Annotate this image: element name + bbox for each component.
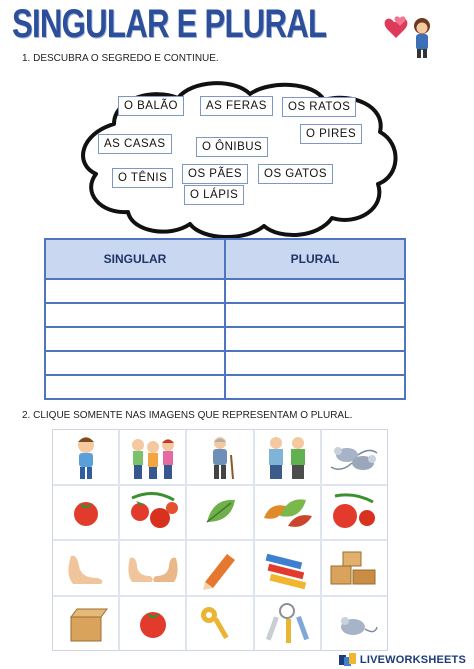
question-1-instruction: 1. DESCUBRA O SEGREDO E CONTINUE. [22, 53, 219, 64]
image-option-pencil[interactable] [187, 541, 252, 595]
column-header-plural: PLURAL [225, 239, 405, 279]
question-2-instruction: 2. CLIQUE SOMENTE NAS IMAGENS QUE REPRESENTAM O PLURAL. [22, 410, 353, 421]
word-card[interactable]: OS PÃES [182, 164, 248, 184]
word-card[interactable]: O BALÃO [118, 96, 184, 116]
image-option-leaf[interactable] [187, 486, 252, 540]
word-card[interactable]: OS RATOS [282, 97, 356, 117]
image-option-family[interactable] [120, 430, 185, 484]
two-men-icon [258, 433, 316, 481]
image-option-foot[interactable] [53, 541, 118, 595]
image-option-old-man[interactable] [187, 430, 252, 484]
plural-answer-cell[interactable] [225, 327, 405, 351]
leaf-icon [191, 488, 249, 536]
boxes-icon [325, 544, 383, 592]
foot-icon [57, 544, 115, 592]
plural-answer-cell[interactable] [225, 375, 405, 399]
image-option-mouse[interactable] [322, 597, 387, 651]
singular-plural-table [44, 238, 406, 400]
word-card[interactable]: AS FERAS [200, 96, 273, 116]
boy-icon [57, 433, 115, 481]
pencil-icon [191, 544, 249, 592]
image-option-leaves[interactable] [255, 486, 320, 540]
column-header-singular: SINGULAR [45, 239, 225, 279]
feet-icon [124, 544, 182, 592]
page-title: SINGULAR E PLURAL [12, 2, 327, 46]
image-selection-grid [52, 429, 388, 651]
word-card[interactable]: O PIRES [300, 124, 362, 144]
family-icon [124, 433, 182, 481]
leaves-icon [258, 488, 316, 536]
image-option-tomato-branch[interactable] [322, 486, 387, 540]
word-card[interactable]: O LÁPIS [184, 185, 244, 205]
plural-answer-cell[interactable] [225, 351, 405, 375]
image-option-mice[interactable] [322, 430, 387, 484]
pencils-icon [258, 544, 316, 592]
image-option-pencils[interactable] [255, 541, 320, 595]
plural-answer-cell[interactable] [225, 303, 405, 327]
image-option-tomatoes[interactable] [120, 486, 185, 540]
tomato-icon [57, 488, 115, 536]
singular-answer-cell[interactable] [45, 327, 225, 351]
keys-icon [258, 599, 316, 647]
word-card[interactable]: AS CASAS [98, 134, 172, 154]
singular-answer-cell[interactable] [45, 375, 225, 399]
old-man-icon [191, 433, 249, 481]
singular-answer-cell[interactable] [45, 351, 225, 375]
singular-answer-cell[interactable] [45, 279, 225, 303]
word-card[interactable]: OS GATOS [258, 164, 333, 184]
mouse-icon [325, 599, 383, 647]
image-option-tomato[interactable] [53, 486, 118, 540]
plural-answer-cell[interactable] [225, 279, 405, 303]
image-option-key[interactable] [187, 597, 252, 651]
word-cloud [74, 80, 402, 240]
image-option-feet[interactable] [120, 541, 185, 595]
image-option-two-men[interactable] [255, 430, 320, 484]
image-option-box[interactable] [53, 597, 118, 651]
mice-icon [325, 433, 383, 481]
image-option-keys[interactable] [255, 597, 320, 651]
tomato-branch-icon [325, 488, 383, 536]
singular-answer-cell[interactable] [45, 303, 225, 327]
brand-footer [339, 653, 466, 667]
key-icon [191, 599, 249, 647]
word-card[interactable]: O TÊNIS [112, 168, 173, 188]
liveworksheets-logo-icon [339, 653, 357, 667]
tomato-icon [124, 599, 182, 647]
image-option-boy[interactable] [53, 430, 118, 484]
image-option-tomato-2[interactable] [120, 597, 185, 651]
box-icon [57, 599, 115, 647]
heart-girl-icon [382, 12, 438, 60]
word-card[interactable]: O ÔNIBUS [196, 137, 268, 157]
image-option-boxes[interactable] [322, 541, 387, 595]
tomatoes-icon [124, 488, 182, 536]
brand-name: LIVEWORKSHEETS [359, 654, 466, 666]
